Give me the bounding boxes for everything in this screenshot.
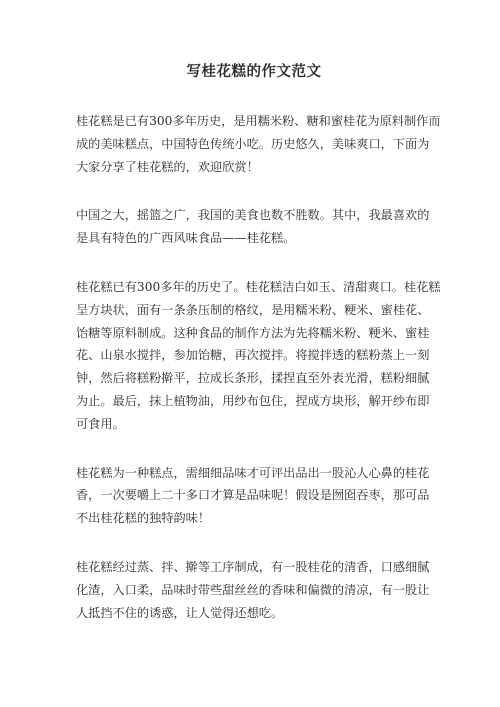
paragraph-line: 钟，然后将糕粉擀平，拉成长条形，揉捏直至外表光滑，糕粉细腻 xyxy=(76,371,430,386)
paragraph-line: 化渣，入口柔，品味时带些甜丝丝的香味和偏微的清凉，有一股让 xyxy=(76,582,430,597)
paragraph-line: 为止。最后，抹上植物油，用纱布包住，捏成方块形，解开纱布即 xyxy=(76,393,430,408)
document-title: 写桂花糕的作文范文 xyxy=(186,63,322,80)
paragraph-line: 成的美味糕点，中国特色传统小吃。历史悠久，美味爽口，下面为 xyxy=(76,136,430,151)
paragraph-line: 是具有特色的广西风味食品——桂花糕。 xyxy=(76,231,296,246)
paragraph-line: 可食用。 xyxy=(76,416,125,431)
paragraph-line: 中国之大，摇篮之广，我国的美食也数不胜数。其中，我最喜欢的 xyxy=(76,208,430,223)
paragraph-line: 花、山泉水搅拌，参加饴糖，再次搅拌。将搅拌透的糕粉蒸上一刻 xyxy=(76,348,430,363)
paragraph-line: 香，一次要嚼上二十多口才算是品味呢！假设是囫囵吞枣，那可品 xyxy=(76,488,430,503)
paragraph-line: 桂花糕已有300多年的历史了。桂花糕洁白如玉、清甜爽口。桂花糕 xyxy=(76,279,441,294)
paragraph-line: 桂花糕为一种糕点，需细细品味才可评出品出一股沁人心鼻的桂花 xyxy=(76,465,430,480)
paragraph-line: 桂花糕是已有300多年历史，是用糯米粉、糖和蜜桂花为原料制作而 xyxy=(76,114,441,128)
paragraph-line: 人抵挡不住的诱惑，让人觉得还想吃。 xyxy=(76,605,284,620)
paragraph-making-method xyxy=(76,276,440,436)
paragraph-line: 饴糖等原料制成。这种食品的制作方法为先将糯米粉、粳米、蜜桂 xyxy=(76,325,430,340)
paragraph-china-food xyxy=(76,204,440,250)
paragraph-flavor xyxy=(76,556,440,624)
paragraph-line: 大家分享了桂花糕的，欢迎欣赏！ xyxy=(76,159,259,174)
paragraph-intro xyxy=(76,110,440,178)
paragraph-line: 不出桂花糕的独特韵味！ xyxy=(76,511,211,526)
paragraph-line: 呈方块状，面有一条条压制的格纹，是用糯米粉、粳米、蜜桂花、 xyxy=(76,302,430,317)
paragraph-tasting xyxy=(76,462,440,530)
paragraph-line: 桂花糕经过蒸、拌、擀等工序制成，有一股桂花的清香，口感细腻 xyxy=(76,559,430,574)
